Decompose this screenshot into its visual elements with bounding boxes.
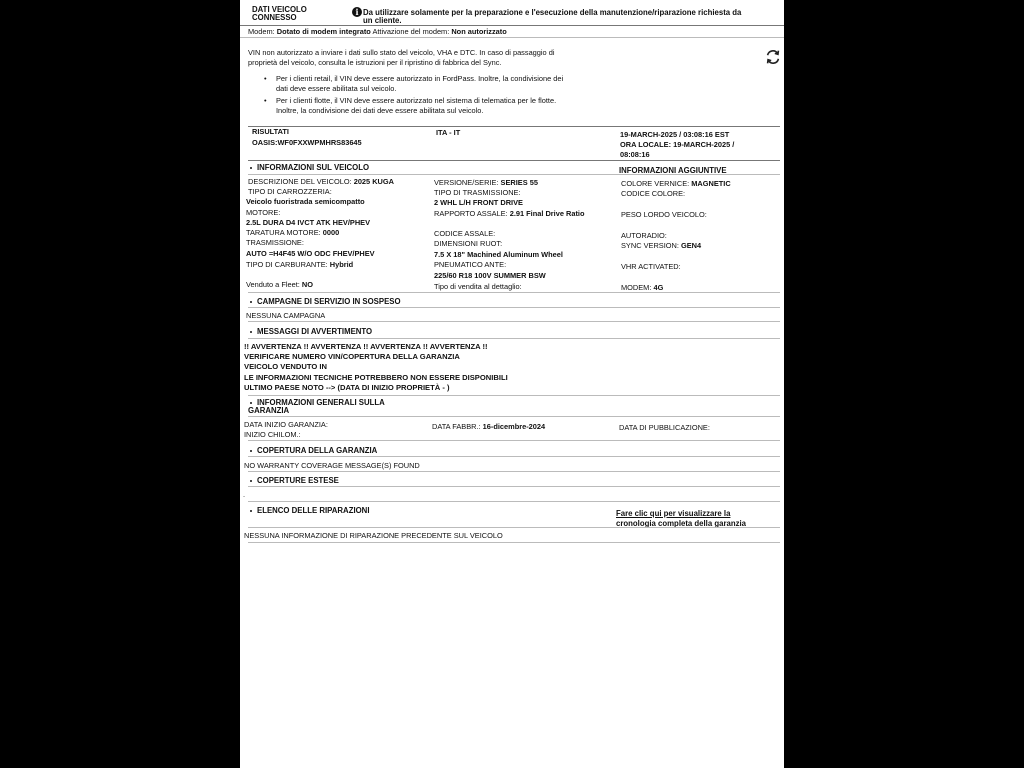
engine-label: MOTORE: <box>246 208 281 217</box>
section-warranty-line1: INFORMAZIONI GENERALI SULLA <box>250 398 385 407</box>
section-vehicle-info: INFORMAZIONI SUL VEICOLO <box>250 163 369 172</box>
warning-line-5: ULTIMO PAESE NOTO --> (DATA DI INIZIO PROPRIETÀ - ) <box>244 383 450 392</box>
vin-text-line1: VIN non autorizzato a inviare i dati sullo stato del veicolo, VHA e DTC. In caso di passaggio di <box>248 48 555 57</box>
header-title-line1: DATI VEICOLO <box>252 5 307 14</box>
engine-calibration: TARATURA MOTORE: 0000 <box>246 228 340 237</box>
warranty-start-label: DATA INIZIO GARANZIA: <box>244 420 328 429</box>
bullet-retail: • Per i clienti retail, il VIN deve essere autorizzato in FordPass. Inoltre, la condivisione dei dati deve essere abilitata sul veicolo. <box>256 74 776 94</box>
extended-bullet: . <box>243 490 246 499</box>
warning-line-2: VERIFICARE NUMERO VIN/COPERTURA DELLA GARANZIA <box>244 352 460 361</box>
header-title-line2: CONNESSO <box>252 13 297 22</box>
local-time-line1: ORA LOCALE: 19-MARCH-2025 / <box>620 140 735 149</box>
section-warnings: MESSAGGI DI AVVERTIMENTO <box>250 327 372 336</box>
refresh-icon[interactable] <box>764 48 782 66</box>
bullet-fleet: • Per i clienti flotte, il VIN deve essere autorizzato nel sistema di telematica per le flotte. Inoltre, la condivisione dei dati deve essere abilitata sul veicolo. <box>256 96 776 116</box>
version-series: VERSIONE/SERIE: SERIES 55 <box>434 178 538 187</box>
transmission-label: TRASMISSIONE: <box>246 238 304 247</box>
publish-date-label: DATA DI PUBBLICAZIONE: <box>619 423 710 432</box>
retail-sale-label: Tipo di vendita al dettaglio: <box>434 282 522 291</box>
coverage-value: NO WARRANTY COVERAGE MESSAGE(S) FOUND <box>244 461 420 470</box>
engine-value: 2.5L DURA D4 IVCT ATK HEV/PHEV <box>246 218 371 227</box>
fleet-sold: Venduto a Fleet: NO <box>246 280 313 289</box>
warranty-history-link-line1[interactable]: Fare clic qui per visualizzare la <box>616 509 731 518</box>
tire-value: 225/60 R18 100V SUMMER BSW <box>434 271 546 280</box>
warning-line-4: LE INFORMAZIONI TECNICHE POTREBBERO NON ESSERE DISPONIBILI <box>244 373 508 382</box>
transmission-value: AUTO =H4F45 W/O ODC FHEV/PHEV <box>246 249 375 258</box>
vehicle-description: DESCRIZIONE DEL VEICOLO: 2025 KUGA <box>248 177 394 186</box>
radio-label: AUTORADIO: <box>621 231 667 240</box>
paint-color: COLORE VERNICE: MAGNETIC <box>621 179 731 188</box>
info-icon: i <box>352 7 362 17</box>
section-campaigns: CAMPAGNE DI SERVIZIO IN SOSPESO <box>250 297 401 306</box>
oasis-vin: OASIS:WF0FXXWPMHRS83645 <box>252 138 362 147</box>
warranty-history-link-line2[interactable]: cronologia completa della garanzia <box>616 519 746 528</box>
color-code-label: CODICE COLORE: <box>621 189 686 198</box>
notice-line2: un cliente. <box>363 16 402 25</box>
gross-weight-label: PESO LORDO VEICOLO: <box>621 210 707 219</box>
section-warranty-line2: GARANZIA <box>248 406 290 415</box>
warning-line-3: VEICOLO VENDUTO IN <box>244 362 327 371</box>
activation-label: Attivazione del modem: <box>372 27 450 36</box>
build-date: DATA FABBR.: 16-dicembre-2024 <box>432 422 546 431</box>
wheel-value: 7.5 X 18" Machined Aluminum Wheel <box>434 250 563 259</box>
fuel-type: TIPO DI CARBURANTE: Hybrid <box>246 260 354 269</box>
country: ITA - IT <box>436 128 461 137</box>
start-km-label: INIZIO CHILOM.: <box>244 430 301 439</box>
modem-bullets <box>256 74 776 118</box>
tire-label: PNEUMATICO ANTE: <box>434 260 507 269</box>
section-coverage: COPERTURA DELLA GARANZIA <box>250 446 377 455</box>
repairs-value: NESSUNA INFORMAZIONE DI RIPARAZIONE PRECEDENTE SUL VEICOLO <box>244 531 503 540</box>
section-extra-info: INFORMAZIONI AGGIUNTIVE <box>619 166 727 175</box>
document-page <box>240 0 784 768</box>
campaigns-value: NESSUNA CAMPAGNA <box>246 311 326 320</box>
vin-text-line2: proprietà del veicolo, consulta le istruzioni per il ripristino di fabbrica del Sync. <box>248 58 502 67</box>
body-type-value: Veicolo fuoristrada semicompatto <box>246 197 365 206</box>
trans-type-value: 2 WHL L/H FRONT DRIVE <box>434 198 523 207</box>
report-datetime: 19-MARCH-2025 / 03:08:16 EST <box>620 130 730 139</box>
axle-ratio: RAPPORTO ASSALE: 2.91 Final Drive Ratio <box>434 209 585 218</box>
vhr-activated-label: VHR ACTIVATED: <box>621 262 681 271</box>
warning-line-1: !! AVVERTENZA !! AVVERTENZA !! AVVERTENZA !! AVVERTENZA !! <box>244 342 488 351</box>
notice-line1: Da utilizzare solamente per la preparazione e l'esecuzione della manutenzione/riparazione richiesta da <box>363 8 742 17</box>
modem-value: Dotato di modem integrato <box>276 27 371 36</box>
axle-code-label: CODICE ASSALE: <box>434 229 496 238</box>
body-type-label: TIPO DI CARROZZERIA: <box>248 187 332 196</box>
local-time-line2: 08:08:16 <box>620 150 650 159</box>
wheel-label: DIMENSIONI RUOT: <box>434 239 503 248</box>
activation-value: Non autorizzato <box>451 27 507 36</box>
sync-version: SYNC VERSION: GEN4 <box>621 241 702 250</box>
modem-label: Modem: <box>248 27 275 36</box>
section-extended: COPERTURE ESTESE <box>250 476 339 485</box>
modem-type: MODEM: 4G <box>621 283 664 292</box>
modem-row <box>248 27 507 36</box>
results-label: RISULTATI <box>252 127 289 136</box>
section-repairs: ELENCO DELLE RIPARAZIONI <box>250 506 369 515</box>
trans-type-label: TIPO DI TRASMISSIONE: <box>434 188 521 197</box>
